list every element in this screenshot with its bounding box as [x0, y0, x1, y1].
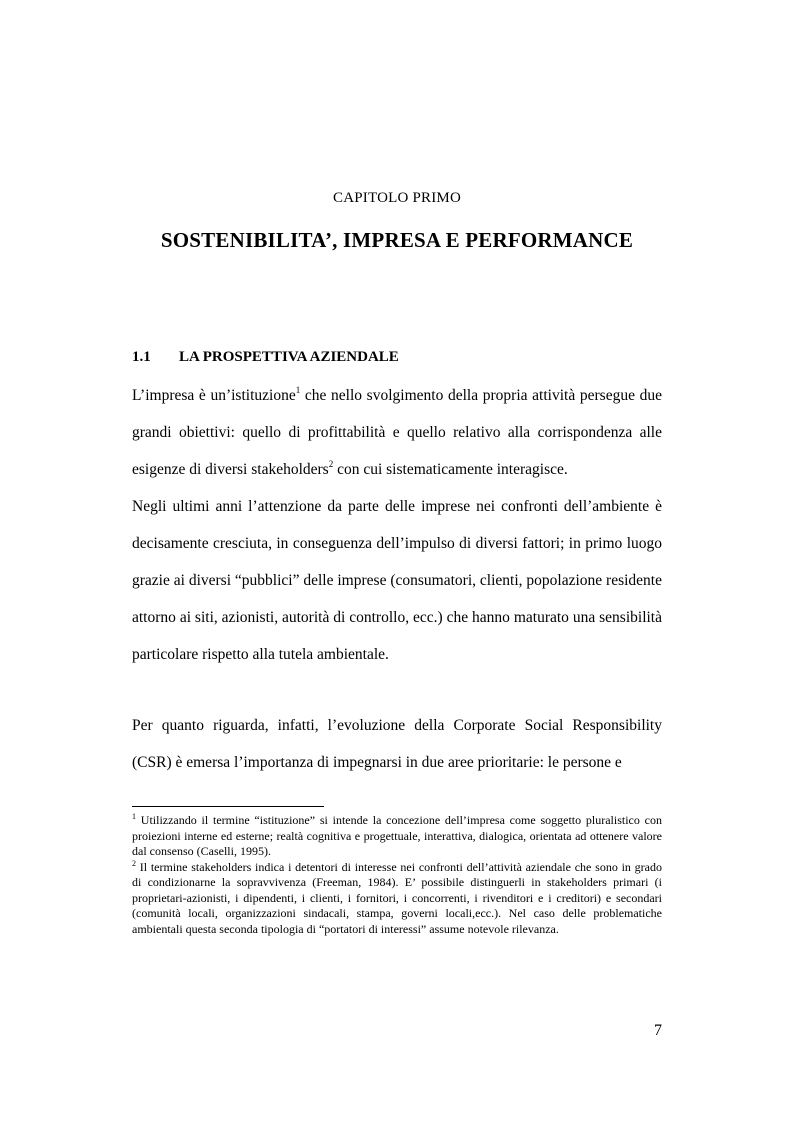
chapter-title: SOSTENIBILITA’, IMPRESA E PERFORMANCE [160, 228, 634, 252]
paragraph-2: Negli ultimi anni l’attenzione da parte delle imprese nei confronti dell’ambiente è decisamente cresciuta, in conseguenza dell’impulso di diversi fattori; in primo luogo grazie ai diversi “pubblici” delle imprese (consumatori, clienti, popolazione residente attorno ai siti, azionisti, autorità di controllo, ecc.) che hanno maturato una sensibilità particolare rispetto alla tutela ambientale. [132, 498, 662, 663]
footnote-1 [132, 813, 662, 860]
footnote-1-text: Utilizzando il termine “istituzione” si intende la concezione dell’impresa come soggetto pluralistico con proiezioni interne ed esterne; realtà cognitiva e progettuale, interattiva, dialogica, orientata ad ottenere valore dal consenso (Caselli, 1995). [132, 813, 662, 858]
paragraph-1 [132, 377, 662, 488]
footnote-2 [132, 860, 662, 938]
section-number: 1.1 [132, 349, 151, 365]
footnote-ref-2: 2 [328, 459, 334, 469]
paragraph-3: Per quanto riguarda, infatti, l’evoluzione della Corporate Social Responsibility (CSR) è emersa l’importanza di impegnarsi in due aree prioritarie: le persone e [132, 717, 662, 771]
footnote-1-mark: 1 [132, 812, 136, 821]
footnote-2-text: Il termine stakeholders indica i detentori di interesse nei confronti dell’attività aziendale che sono in grado di condizionarne la sopravvivenza (Freeman, 1984). E’ possibile distinguerli in stakeholders primari (i proprietari-azionisti, i dipendenti, i clienti, i fornitori, i concorrenti, i rivenditori e i creditori) e secondari (comunità locali, organizzazioni sindacali, stampa, governi locali,ecc.). Nel caso delle problematiche ambientali questa seconda tipologia di “portatori di interessi” assume notevole rilevanza. [132, 859, 662, 936]
paragraph-1-text-c: con cui sistematicamente interagisce. [333, 461, 568, 478]
page-number: 7 [654, 1022, 662, 1039]
footnote-2-mark: 2 [132, 858, 136, 868]
section-heading [132, 349, 399, 366]
paragraph-1-text-b: che nello svolgimento della propria attività persegue due grandi obiettivi: quello di profittabilità e quello relativo alla corrispondenza alle esigenze di diversi stakeholders [132, 387, 662, 478]
footnotes [132, 813, 662, 937]
chapter-label: CAPITOLO PRIMO [333, 190, 461, 206]
paragraph-1-text-a: L’impresa è un’istituzione [132, 387, 296, 404]
footnote-ref-1: 1 [295, 385, 301, 395]
footnote-separator [132, 806, 324, 807]
section-title: LA PROSPETTIVA AZIENDALE [179, 349, 399, 365]
